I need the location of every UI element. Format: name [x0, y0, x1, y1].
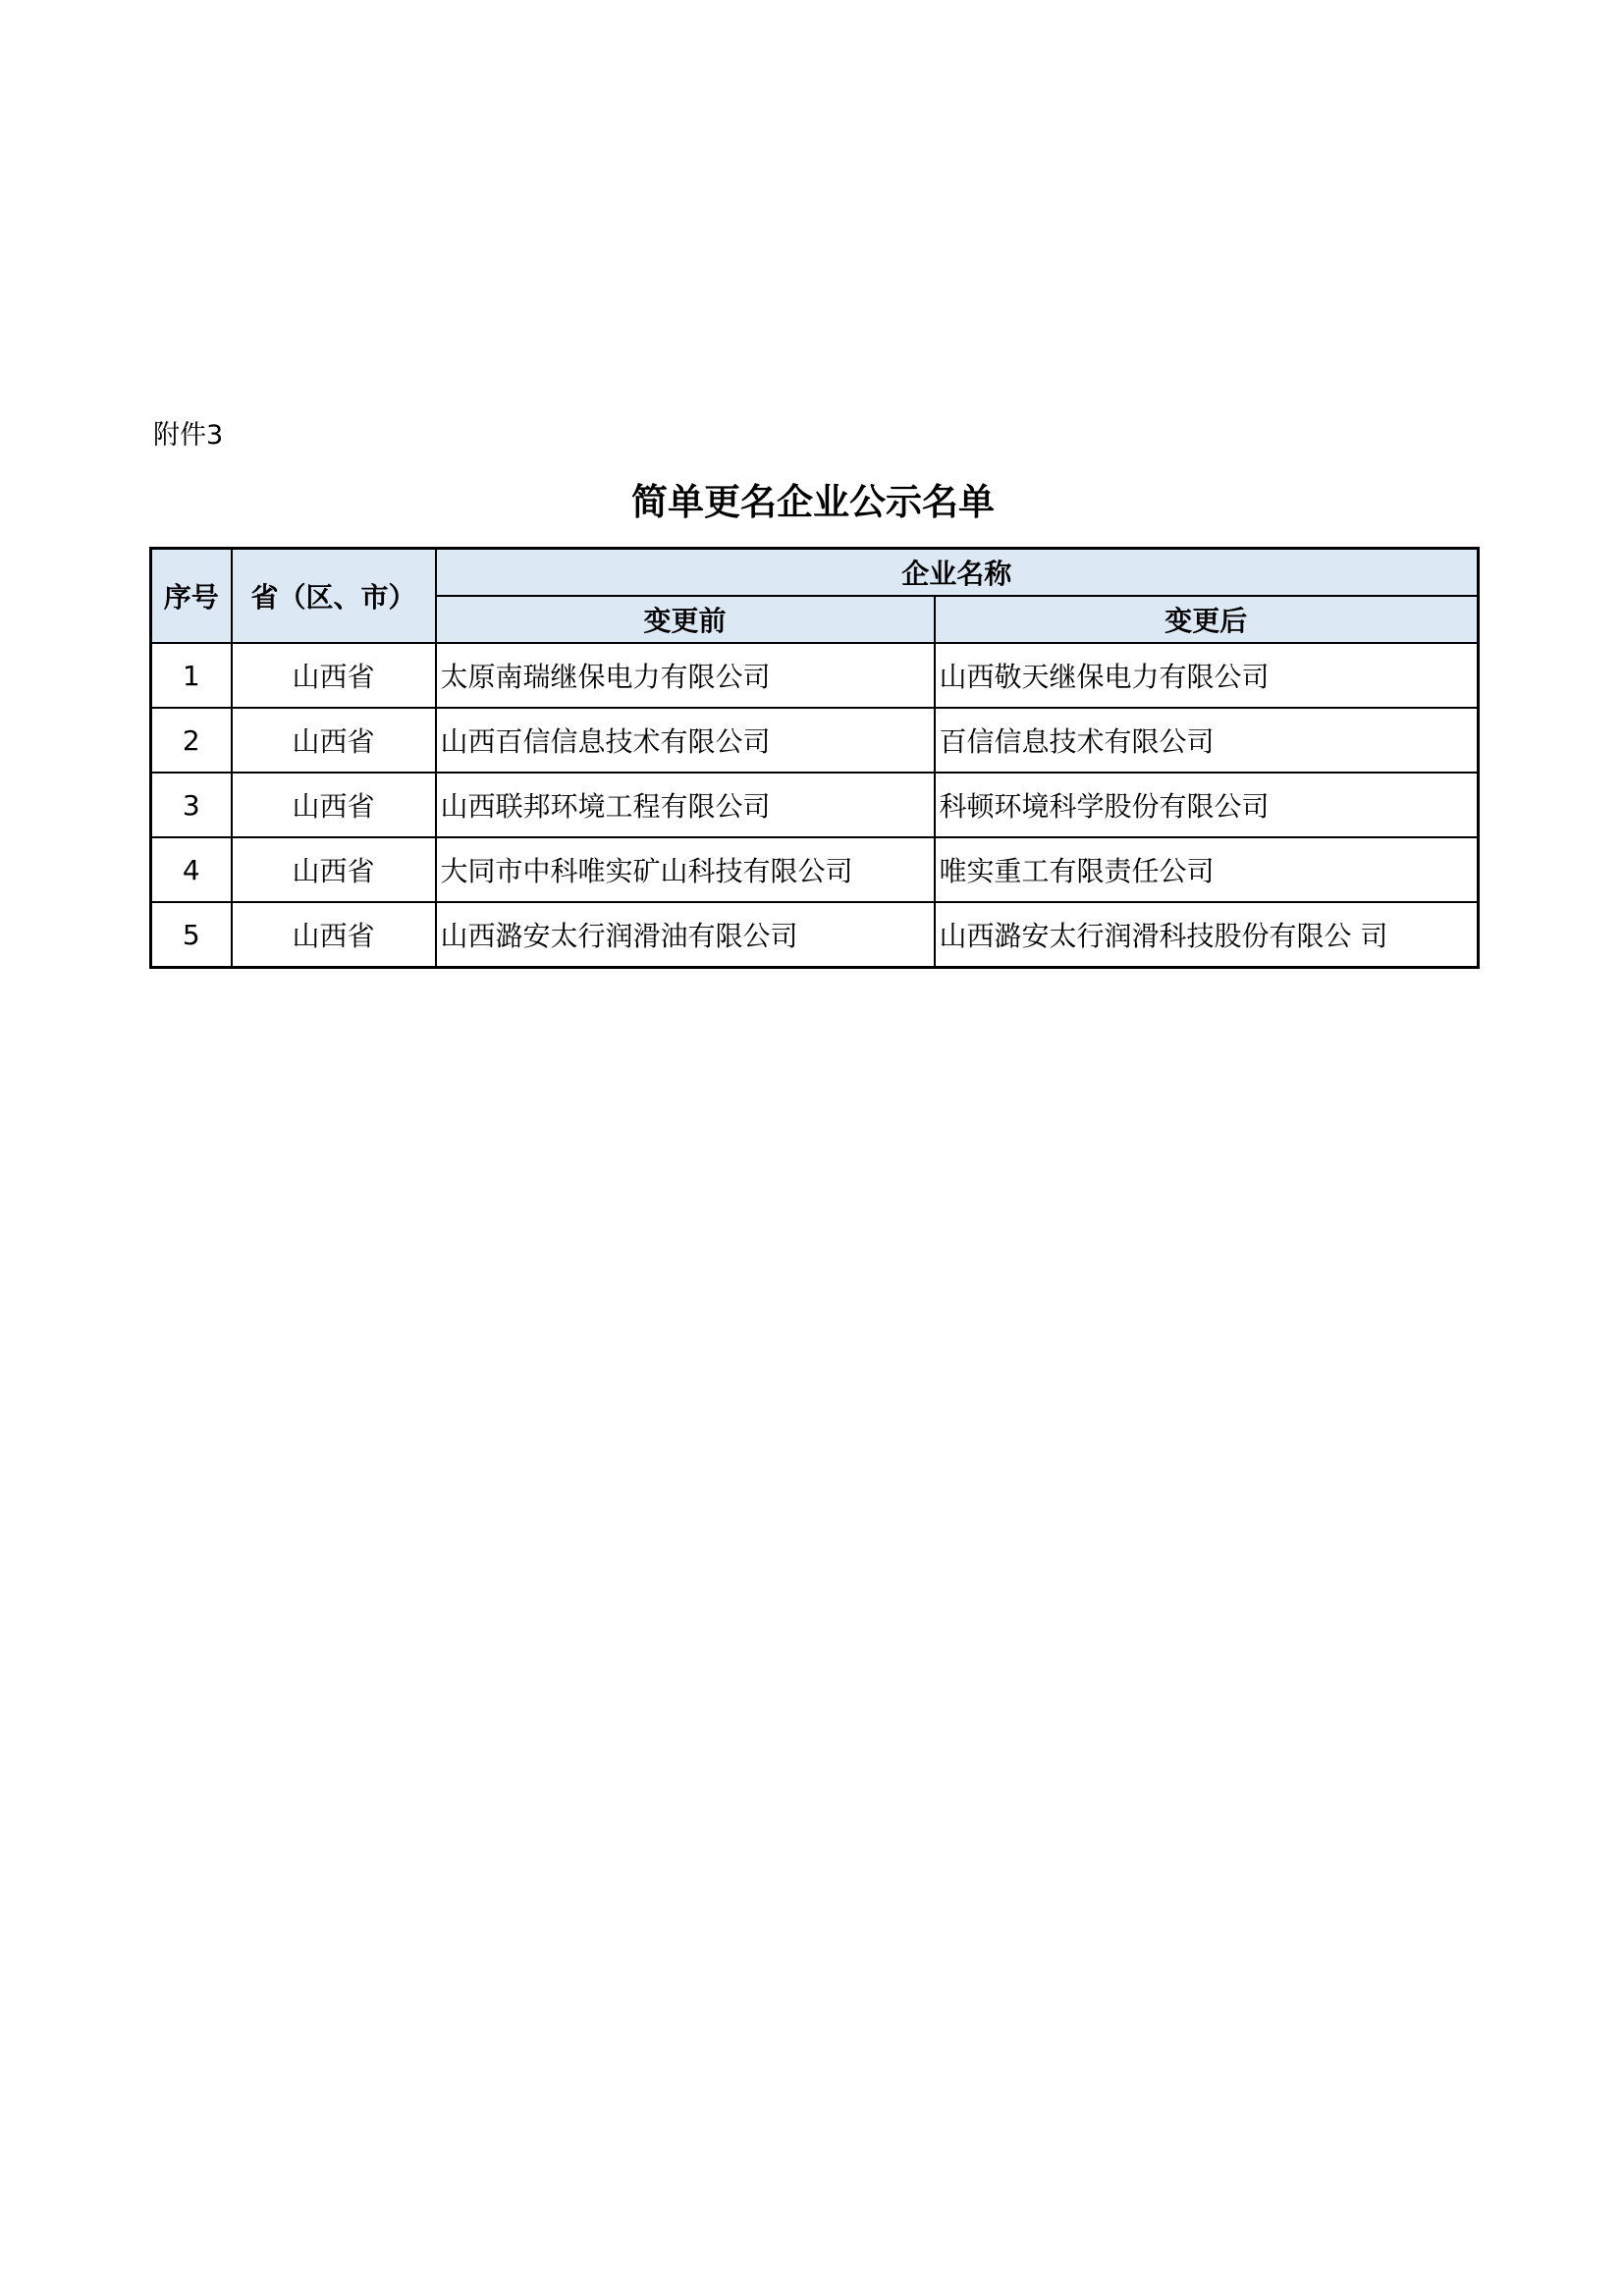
document-title: 简单更名企业公示名单	[631, 481, 995, 523]
row-name-before: 山西联邦环境工程有限公司	[436, 773, 935, 837]
attachment-label: 附件3	[153, 420, 224, 451]
row-index: 5	[151, 902, 232, 968]
row-index: 4	[151, 837, 232, 902]
row-name-after: 科顿环境科学股份有限公司	[935, 773, 1479, 837]
row-name-before: 大同市中科唯实矿山科技有限公司	[436, 837, 935, 902]
header-index: 序号	[151, 549, 232, 644]
row-name-before: 太原南瑞继保电力有限公司	[436, 643, 935, 708]
table-row	[151, 773, 1479, 837]
row-name-after: 山西敬天继保电力有限公司	[935, 643, 1479, 708]
row-name-before: 山西百信信息技术有限公司	[436, 708, 935, 773]
renamed-enterprise-table	[149, 547, 1480, 969]
header-before: 变更前	[436, 596, 935, 643]
row-province: 山西省	[232, 837, 436, 902]
row-name-before: 山西潞安太行润滑油有限公司	[436, 902, 935, 968]
header-after: 变更后	[935, 596, 1479, 643]
row-index: 1	[151, 643, 232, 708]
table-row	[151, 837, 1479, 902]
row-province: 山西省	[232, 902, 436, 968]
table-row	[151, 708, 1479, 773]
row-name-after: 山西潞安太行润滑科技股份有限公 司	[935, 902, 1479, 968]
header-province: 省（区、市）	[232, 549, 436, 644]
row-province: 山西省	[232, 773, 436, 837]
header-enterprise-name: 企业名称	[436, 549, 1479, 597]
row-name-after: 唯实重工有限责任公司	[935, 837, 1479, 902]
table-row	[151, 902, 1479, 968]
row-index: 3	[151, 773, 232, 837]
row-index: 2	[151, 708, 232, 773]
row-province: 山西省	[232, 643, 436, 708]
table-row	[151, 643, 1479, 708]
row-province: 山西省	[232, 708, 436, 773]
row-name-after: 百信信息技术有限公司	[935, 708, 1479, 773]
